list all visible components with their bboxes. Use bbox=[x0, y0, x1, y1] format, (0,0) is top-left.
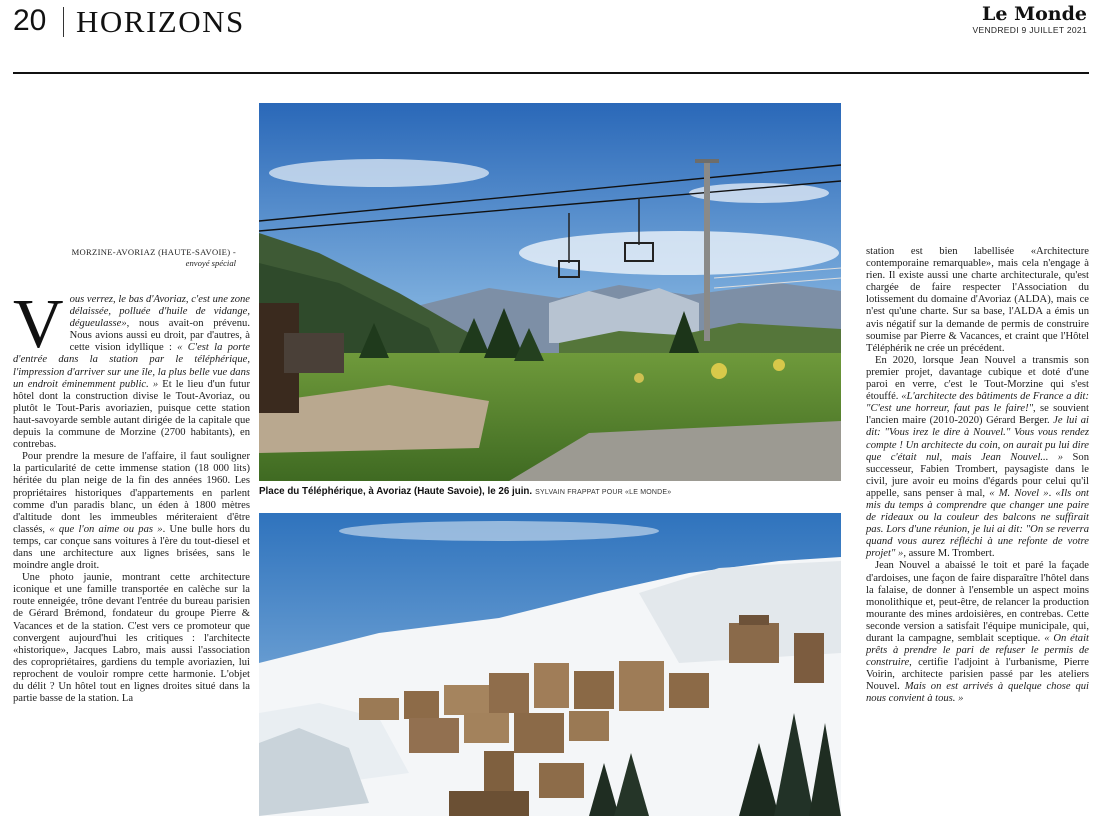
article-column-left bbox=[13, 286, 250, 705]
paragraph: Une photo jaunie, montrant cette architecture iconique et une famille transportée en calèche sur la route enneigée, trône devant l'entrée du bureau parisien de Gérard Brémond, fondateur du groupe Pierre & Vacances et de la station. C'est vers ce promoteur que convergent aujourd'hui les critiques : l'architecte «historique», Jacques Labro, mais aussi l'association des copropriétaires, gardiens du temple avoriazien, lui reprochent de vouloir rompre cette harmonie. L'objet du délit ? Un hôtel tout en lignes droites situé dans la partie basse de la station. La bbox=[13, 572, 250, 705]
photo-caption bbox=[259, 486, 859, 497]
opening-quote: ous verrez, le bas d'Avoriaz, c'est une zone délaissée, polluée d'huile de vidange, dégueulasse» bbox=[69, 294, 250, 330]
byline-role: envoyé spécial bbox=[185, 258, 236, 268]
newspaper-logo: Le Monde bbox=[982, 3, 1087, 25]
caption-text: Place du Téléphérique, à Avoriaz (Haute Savoie), le 26 juin. bbox=[259, 486, 533, 497]
byline-place: MORZINE-AVORIAZ (HAUTE-SAVOIE) - bbox=[71, 247, 236, 257]
header-rule bbox=[13, 72, 1089, 74]
paragraph: Pour prendre la mesure de l'affaire, il faut souligner la particularité de cette immense station (18 000 lits) héritée du plan neige de la fin des années 1960. Les propriétaires historiques d'appartements en parlent comme d'un paradis blanc, un éden à 1800 mètres d'altitude dont les immeubles mériteraient d'être classés, « que l'on aime ou pas ». Une bulle hors du temps, car conçue sans voitures à l'ère du tout-diesel et dans une architecture aux lignes brisées, sans le moindre angle droit. bbox=[13, 451, 250, 572]
article-column-right bbox=[866, 246, 1089, 706]
byline bbox=[13, 247, 236, 269]
paragraph: En 2020, lorsque Jean Nouvel a transmis son premier projet, davantage cubique et doté d'une paroi en verre, c'est le Tout-Morzine qui s'est étouffé. «L'architecte des bâtiments de France a dit: "C'est une horreur, faut pas le faire!", se souvient l'ancien maire (2010-2020) Gérard Berger. Je lui ai dit: "Vous irez le dire à Nouvel." Vous vous rendez compte ! Un architecte du coin, on aurait pu lui dire que c'était nul, mais Jean Nouvel... » Son successeur, Fabien Trombert, paysagiste dans le civil, jure avoir eu moins d'égards pour celui qu'il appelle, sans penser à mal, « M. Novel ». «Ils ont mis du temps à comprendre que changer une paire de rideaux ou la couleur des balcons ne suffirait pas. Lors d'une réunion, je lui ai dit: "On se reverra quand vous aurez réfléchi à une refonte de votre projet" », assure M. Trombert. bbox=[866, 354, 1089, 560]
page-header bbox=[0, 0, 1101, 74]
paragraph: Jean Nouvel a abaissé le toit et paré la façade d'ardoises, une façon de faire disparaître l'hôtel dans la falaise, de donner à l'ensemble un aspect moins monolithique et, peut-être, de relancer la production mourante des mines ardoisières, en contrebas. Cette seconde version a satisfait l'équipe municipale, qui, durant la campagne, semblait sceptique. « On était prêts à prendre le pari de refuser le permis de construire, certifie l'adjoint à l'urbanisme, Pierre Voirin, architecte parisien passé par les ateliers Nouvel. Mais on est arrivés à quelque chose qui nous convient à tous. » bbox=[866, 560, 1090, 705]
idyllic-quote: « C'est la porte d'entrée dans la station par le téléphérique, l'impression d'arriver sur une île, la plus belle vue dans un endroit éminemment public. » bbox=[13, 342, 250, 390]
drop-cap: V bbox=[13, 286, 64, 363]
section-title: HORIZONS bbox=[76, 4, 245, 39]
paragraph: station est bien labellisée «Architecture contemporaine remarquable», mais cela n'engage à rien. Il existe aussi une charte architecturale, qu'est chargée de faire respecter l'Association du lotissement du domaine d'Avoriaz (ALDA), mais ce n'est qu'une charte. Sur sa base, l'ALDA a émis un avis négatif sur la demande de permis de construire soumise par Pierre & Vacances, et craint que l'Hôtel Téléphérik ne crée un précédent. bbox=[866, 246, 1089, 354]
issue-date: VENDREDI 9 JUILLET 2021 bbox=[972, 25, 1087, 35]
header-divider bbox=[63, 7, 64, 37]
telepherique-photo bbox=[259, 103, 841, 481]
page-number: 20 bbox=[13, 4, 47, 37]
lead-paragraph: Vous verrez, le bas d'Avoriaz, c'est une zone délaissée, polluée d'huile de vidange, dégueulasse», nous avait-on prévenu. Nous avions aussi eu droit, par d'autres, à cette vision idyllique : « C'est la porte d'entrée dans la station par le téléphérique, l'impression d'arriver sur une île, la plus belle vue dans un endroit éminemment public. » Et le lieu d'un futur hôtel dont la construction divise le Tout-Avoriaz, ou plutôt le Tout-Paris avoriazien, puisque cette station haut-savoyarde semble autant dirigée de la capitale que depuis la commune de Morzine (2700 habitants), en contrebas. bbox=[13, 286, 250, 451]
avoriaz-winter-photo bbox=[259, 513, 841, 816]
photo-credit: SYLVAIN FRAPPAT POUR «LE MONDE» bbox=[535, 489, 672, 496]
